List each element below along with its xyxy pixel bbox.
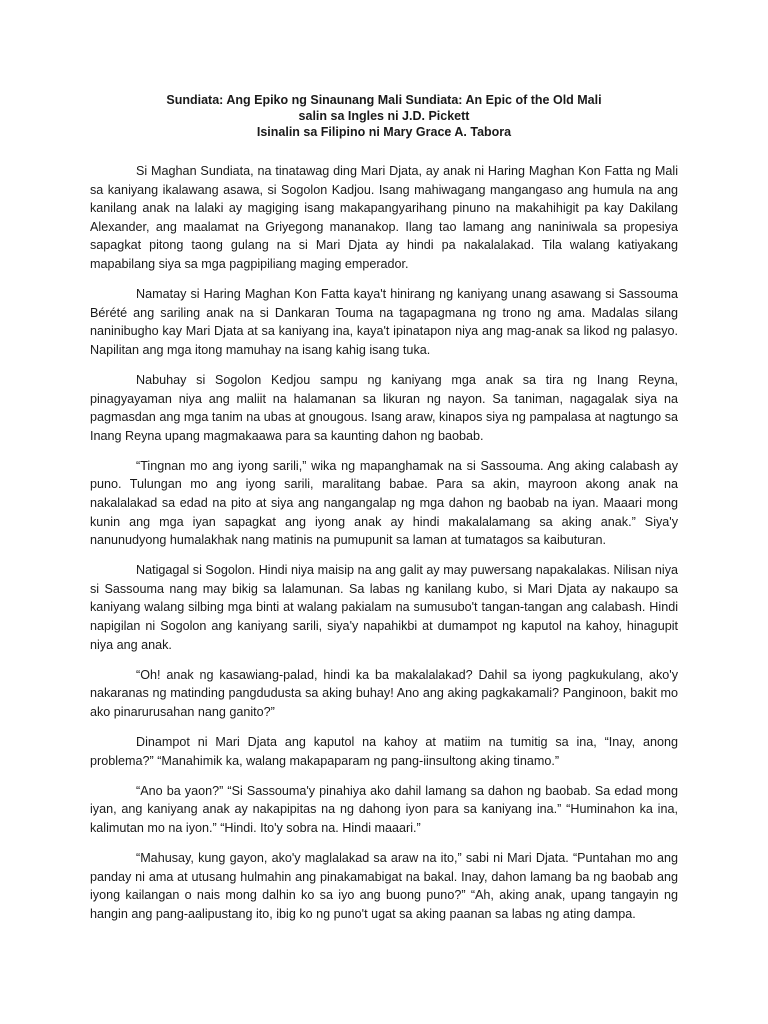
paragraph-8: “Ano ba yaon?” “Si Sassouma'y pinahiya ako dahil lamang sa dahon ng baobab. Sa edad mong iyan, ang kaniyang anak ay nakapipitas na ng dahong iyon para sa kaniyang ina.” “Huminahon ka ina, kalimutan mo na iyon.” “Hindi. Ito'y sobra na. Hindi maaari.” [90, 783, 678, 835]
document-body [90, 162, 678, 935]
paragraph-3: Nabuhay si Sogolon Kedjou sampu ng kaniyang mga anak sa tira ng Inang Reyna, pinagyayaman niya ang maliit na halamanan sa likuran ng nayon. Sa taniman, nagagalak siya na pagmasdan ang mga tanim na ubas at gnougous. Isang araw, kinapos siya ng pampalasa at nagtungo sa Inang Reyna upang magmakaawa para sa kaunting dahon ng baobab. [90, 372, 678, 443]
paragraph-4: “Tingnan mo ang iyong sarili,” wika ng mapanghamak na si Sassouma. Ang aking calabash ay puno. Tulungan mo ang iyong sarili, maralitang babae. Para sa akin, mayroon akong anak na nakalalakad sa edad na pito at siya ang nangangalap ng mga dahon ng baobab na iyan. Maaari mong kunin ang mga iyan sapagkat ang iyong anak ay hindi makalalamang sa aking anak.” Siya'y nanunudyong humalakhak nang matinis na pumupunit sa laman at tumatagos sa kaibuturan. [90, 458, 678, 548]
title-line-main: Sundiata: Ang Epiko ng Sinaunang Mali Sundiata: An Epic of the Old Mali [166, 93, 602, 107]
paragraph-2: Namatay si Haring Maghan Kon Fatta kaya't hinirang ng kaniyang unang asawang si Sassouma Bérété ang sariling anak na si Dankaran Touma na tagapagmana ng trono ng ama. Madalas silang naninibugho kay Mari Djata at sa kaniyang ina, kaya't ipinatapon niya ang mag-anak sa likod ng palasyo. Napilitan ang mga itong mamuhay na isang kahig isang tuka. [90, 287, 678, 357]
paragraph-7: Dinampot ni Mari Djata ang kaputol na kahoy at matiim na tumitig sa ina, “Inay, anong problema?” “Manahimik ka, walang makapaparam ng pang-iinsultong aking tinamo.” [90, 735, 678, 768]
document-title [90, 92, 678, 140]
paragraph-6: “Oh! anak ng kasawiang-palad, hindi ka ba makalalakad? Dahil sa iyong pagkukulang, ako'y nakaranas ng matinding pangdudusta sa aking buhay! Ano ang aking pagkakamali? Panginoon, bakit mo ako pinarurusahan nang ganito?” [90, 667, 678, 719]
paragraph-9: “Mahusay, kung gayon, ako'y maglalakad sa araw na ito,” sabi ni Mari Djata. “Puntahan mo ang panday ni ama at utusang hulmahin ang pinakamabigat na bakal. Inay, dahon lamang ba ng baobab ang iyong kailangan o nais mong dalhin ko sa iyo ang buong puno?” “Ah, aking anak, upang tangayin ng hangin ang pang-aalipustang ito, ibig ko ng puno't ugat sa aking paanan sa labas ng ating dampa. [90, 851, 678, 921]
paragraph-1: Si Maghan Sundiata, na tinatawag ding Mari Djata, ay anak ni Haring Maghan Kon Fatta ng Mali sa kaniyang ikalawang asawa, si Sogolon Kadjou. Isang mahiwagang mangangaso ang humula na ang kanilang anak na lalaki ay magiging isang makapangyarihang pinuno na makahihigit pa kay Dakilang Alexander, ang maalamat na Griyegong mananakop. Ilang tao lamang ang naniniwala sa propesiya sapagkat pitong taong gulang na si Mari Djata ay hindi pa nakalalakad. Tila walang katiyakang mapabilang siya sa mga pagpipiliang maging emperador. [90, 164, 678, 271]
title-line-translator-english: salin sa Ingles ni J.D. Pickett [298, 109, 470, 123]
title-line-translator-filipino: Isinalin sa Filipino ni Mary Grace A. Tabora [256, 125, 512, 139]
paragraph-5: Natigagal si Sogolon. Hindi niya maisip na ang galit ay may puwersang napakalakas. Nilisan niya si Sassouma nang may bikig sa lalamunan. Sa labas ng kanilang kubo, si Mari Djata ay nakaupo sa kaniyang walang silbing mga binti at walang pakialam na sumusubo't tangan-tangan ang calabash. Hindi napigilan ni Sogolon ang kaniyang sarili, siya'y napahikbi at dumampot ng kaputol na kahoy, hinagupit niya ang anak. [90, 563, 678, 652]
